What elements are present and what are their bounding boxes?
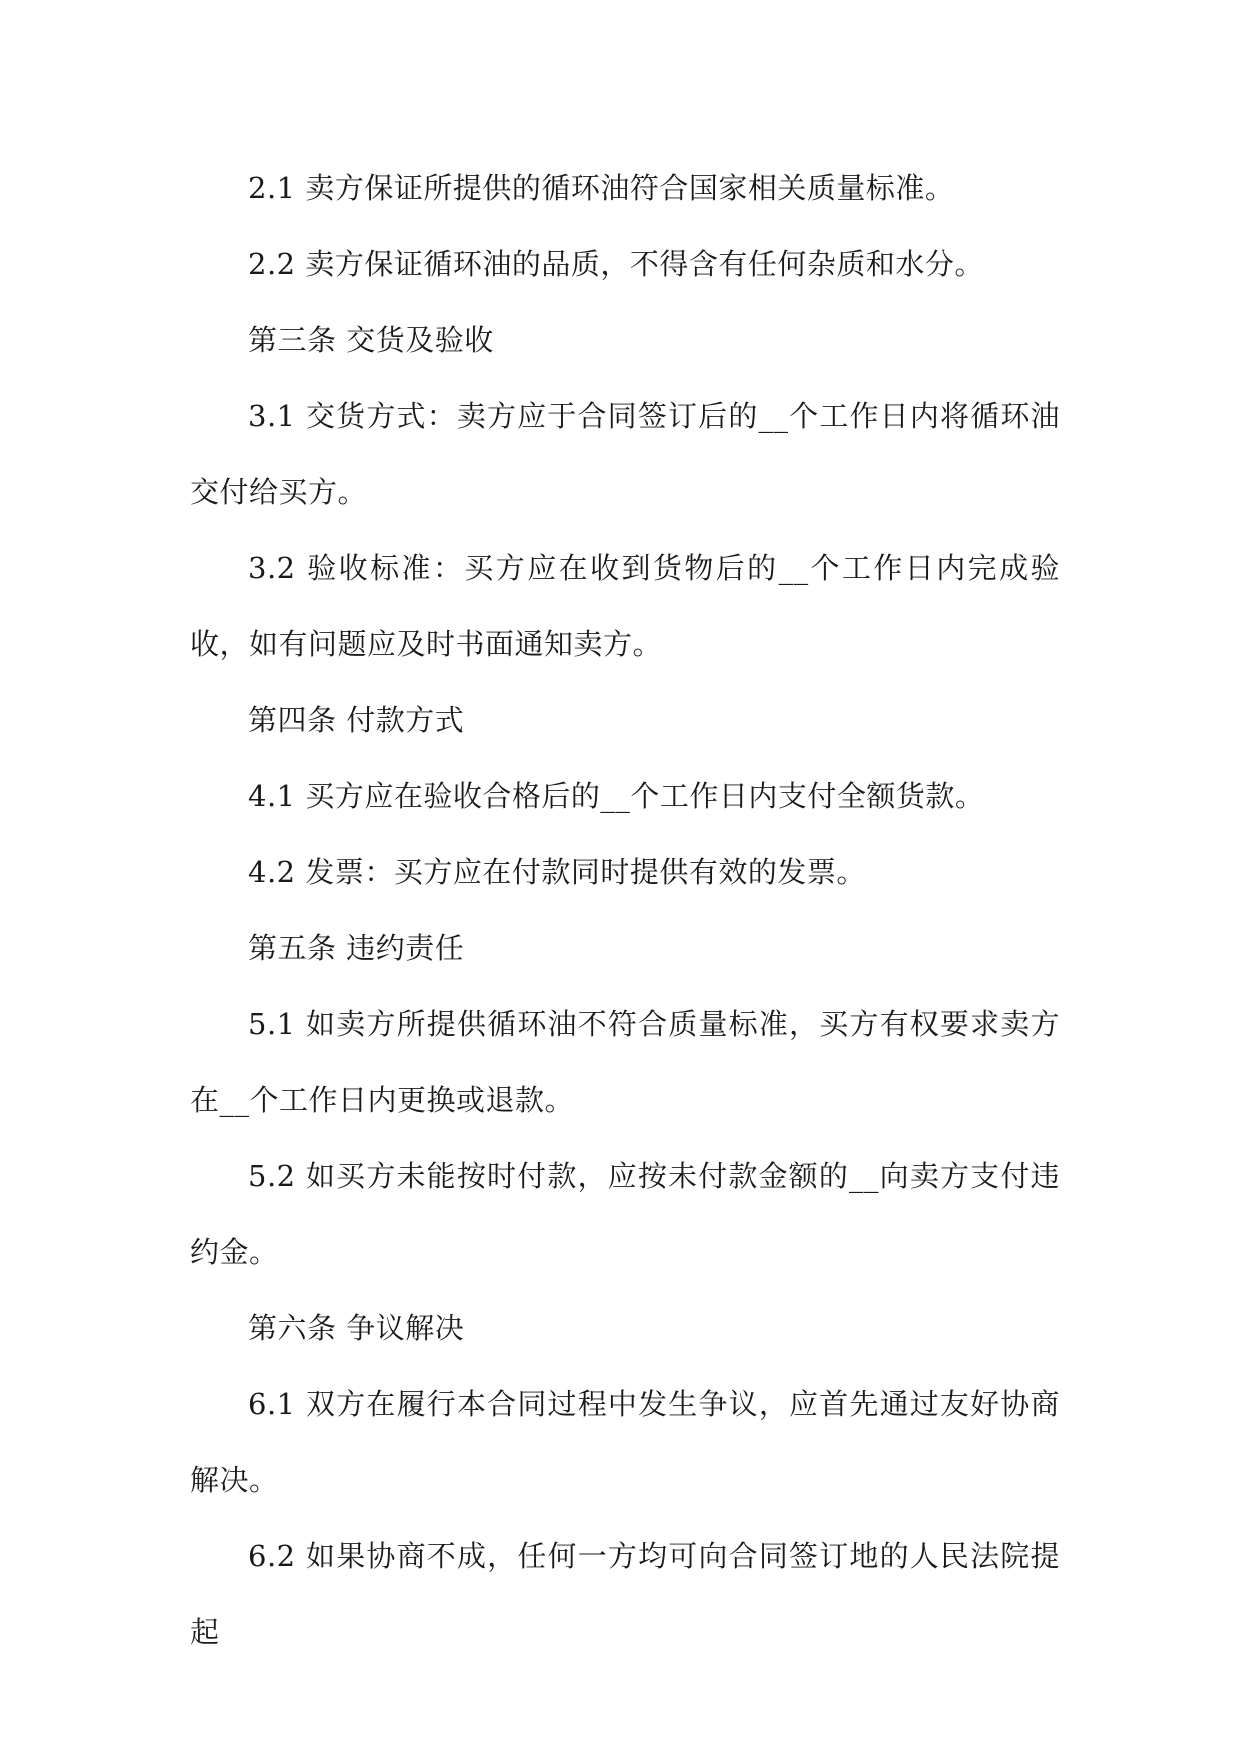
clause-6-2: 6.2 如果协商不成，任何一方均可向合同签订地的人民法院提起 [190,1539,1060,1649]
clause-5-2: 5.2 如买方未能按时付款，应按未付款金额的__向卖方支付违约金。 [190,1159,1060,1269]
clause-3-1: 3.1 交货方式：卖方应于合同签订后的__个工作日内将循环油交付给买方。 [190,399,1060,509]
clause-2-1: 2.1 卖方保证所提供的循环油符合国家相关质量标准。 [248,171,955,205]
document-body [190,150,1060,1670]
clause-4-2: 4.2 发票：买方应在付款同时提供有效的发票。 [248,855,866,889]
article-5-heading: 第五条 违约责任 [248,931,465,965]
clause-2-2: 2.2 卖方保证循环油的品质，不得含有任何杂质和水分。 [248,247,984,281]
clause-6-1: 6.1 双方在履行本合同过程中发生争议，应首先通过友好协商解决。 [190,1387,1060,1497]
article-6-heading: 第六条 争议解决 [248,1311,465,1345]
article-4-heading: 第四条 付款方式 [248,703,465,737]
article-3-heading: 第三条 交货及验收 [248,323,494,357]
clause-4-1: 4.1 买方应在验收合格后的__个工作日内支付全额货款。 [248,779,985,813]
clause-5-1: 5.1 如卖方所提供循环油不符合质量标准，买方有权要求卖方在__个工作日内更换或退款。 [190,1007,1060,1117]
clause-3-2: 3.2 验收标准：买方应在收到货物后的__个工作日内完成验收，如有问题应及时书面通知卖方。 [190,551,1060,661]
